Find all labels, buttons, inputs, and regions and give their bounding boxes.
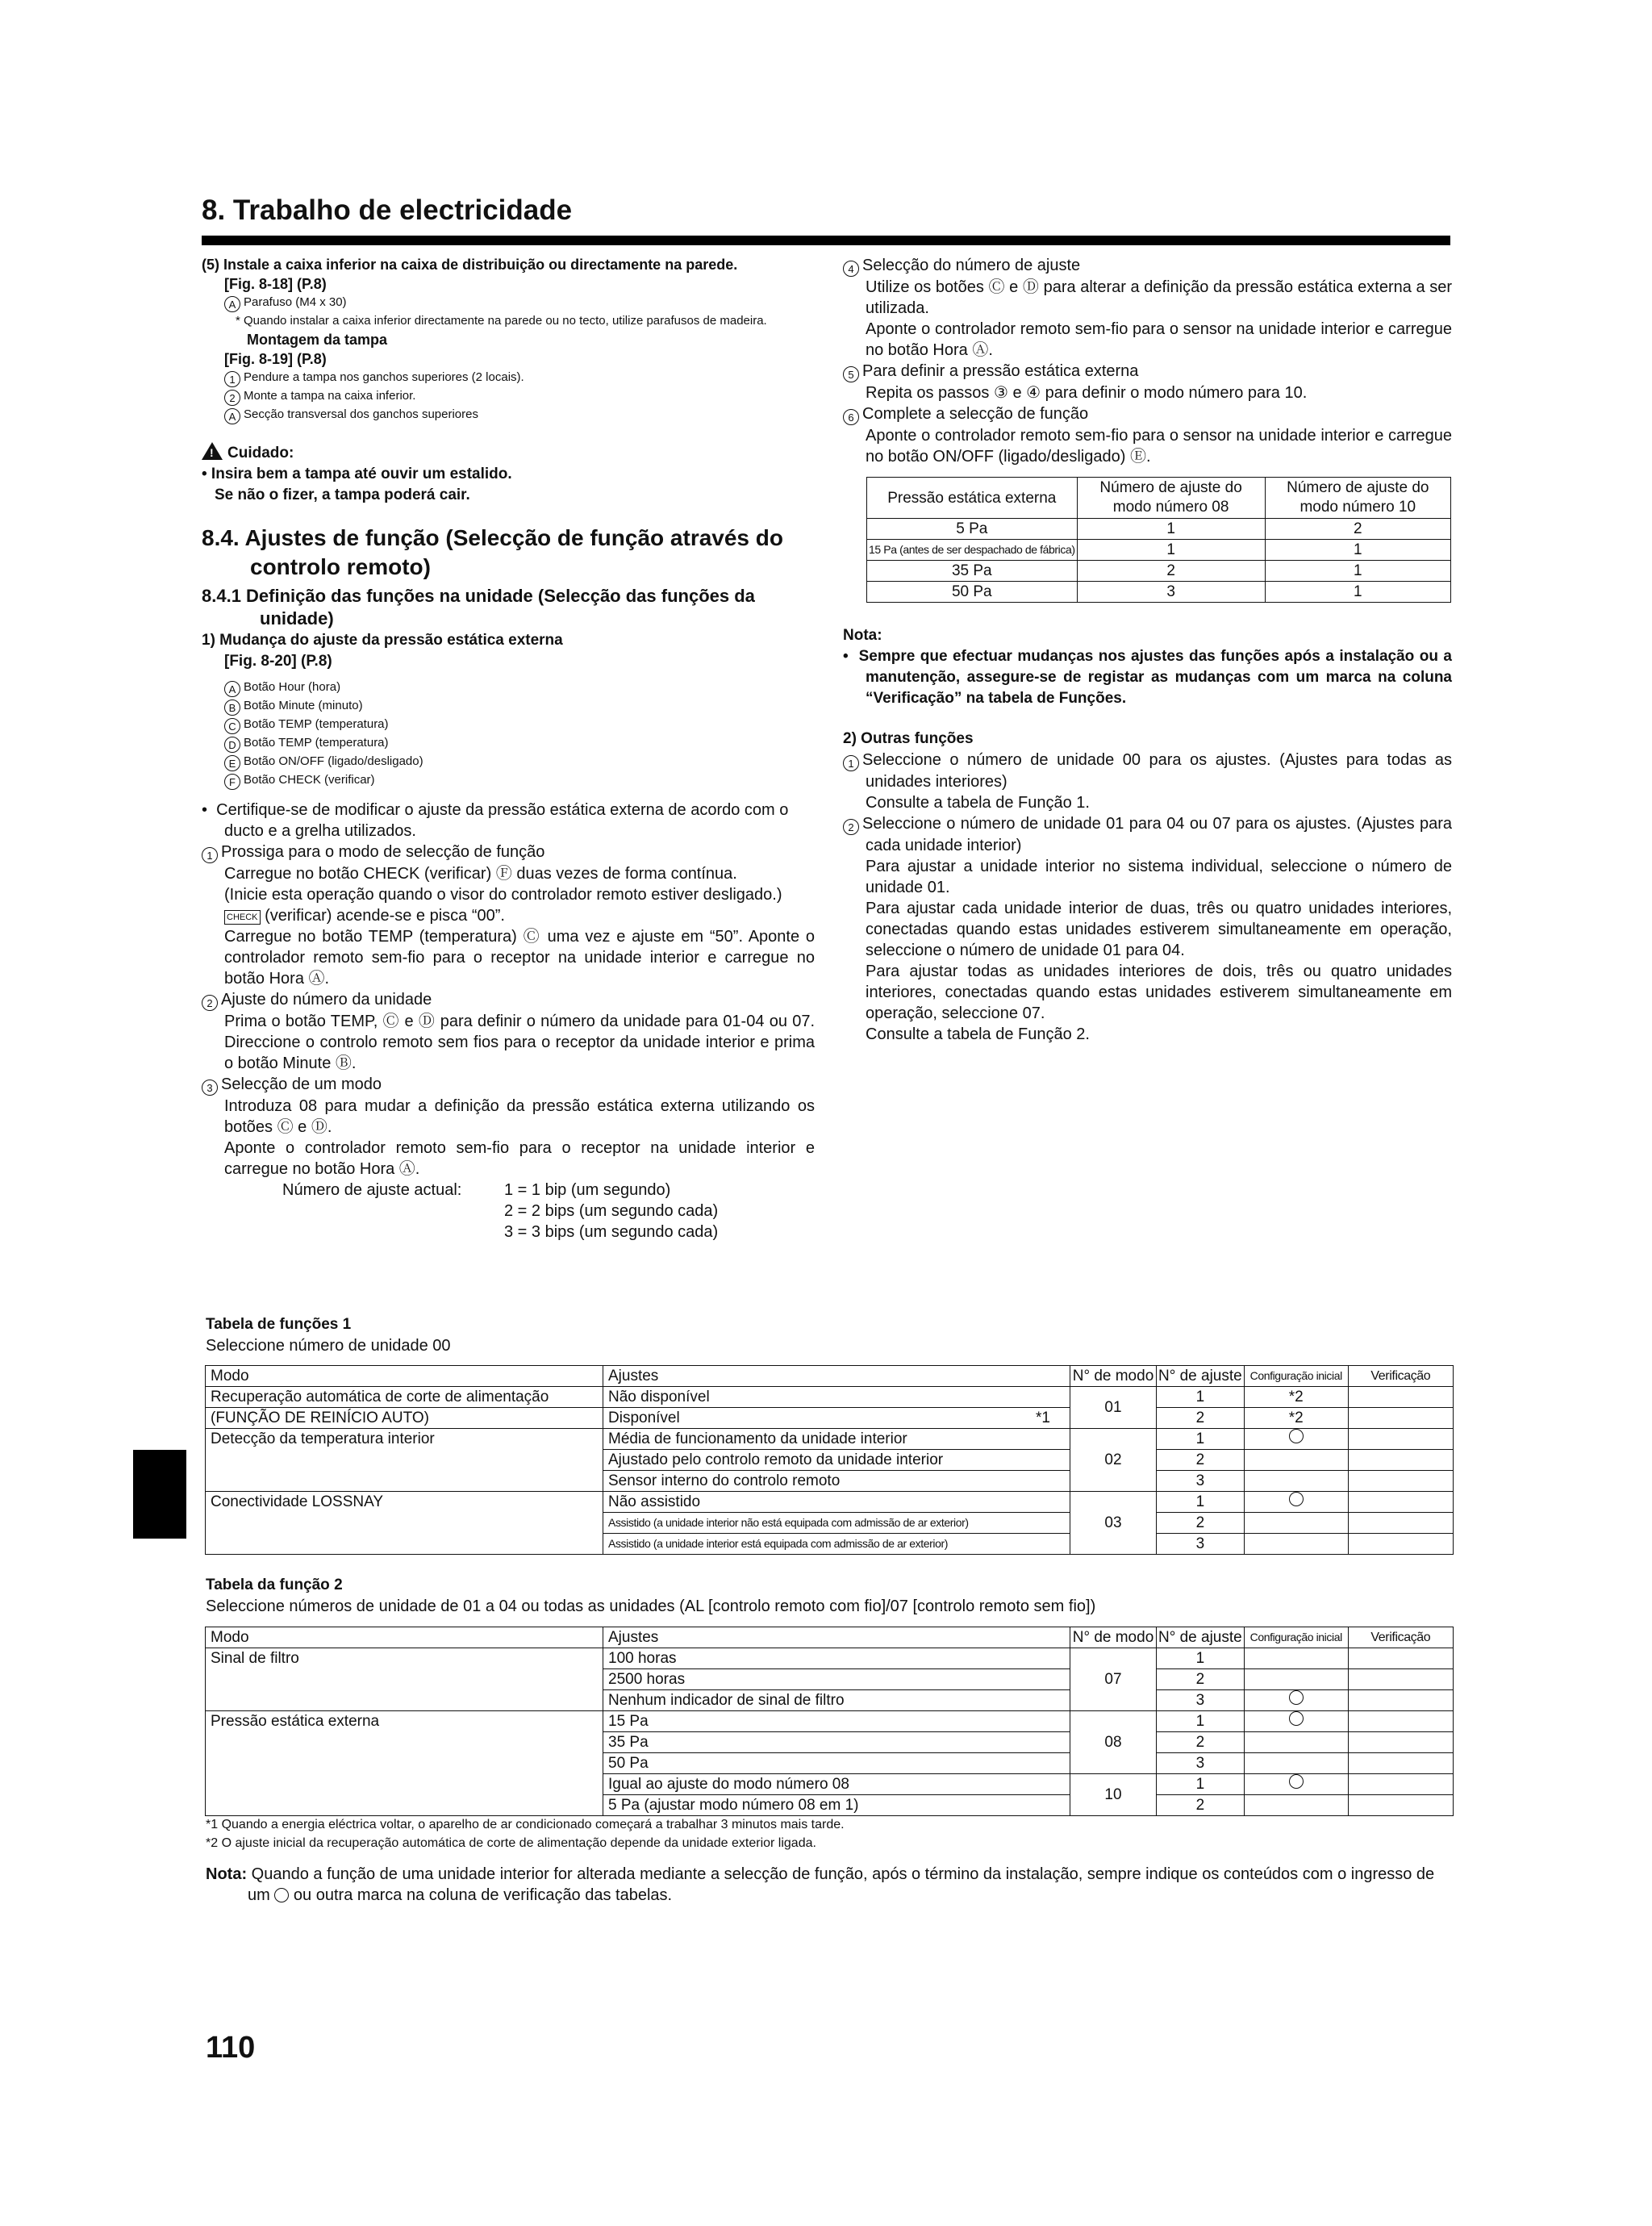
initial-setting-cell [1244, 1690, 1348, 1711]
initial-setting-cell [1244, 1711, 1348, 1732]
table-cell: 2 [1157, 1795, 1245, 1816]
current-label: Número de ajuste actual: [282, 1181, 462, 1199]
table-cell: 02 [1070, 1429, 1157, 1492]
table-cell: 01 [1070, 1387, 1157, 1429]
step1-title: 1 Prossiga para o modo de selecção de função [202, 842, 815, 863]
initial-setting-cell [1244, 1492, 1348, 1513]
table-cell: Recuperação automática de corte de alimentação [206, 1387, 603, 1408]
final-note: Nota: Quando a função de uma unidade interior for alterada mediante a selecção de função, após o término da instalação, sempre indique os conteúdos com o ingresso de um ou outra marca na coluna de verificação das tabelas. [206, 1865, 1435, 1904]
step6-l1: Aponte o controlador remoto sem-fio para o sensor na unidade interior e carregue no botão ON/OFF (ligado/desligado) Ⓔ. [866, 427, 1452, 466]
table-cell: Sensor interno do controlo remoto [603, 1471, 1070, 1492]
table-cell: Média de funcionamento da unidade interior [603, 1429, 1070, 1450]
table2-subtitle: Seleccione números de unidade de 01 a 04 ou todas as unidades (AL [controlo remoto com fio]/07 [controlo remoto sem fio]) [206, 1597, 1096, 1615]
legend-a: A Botão Hour (hora) [202, 679, 815, 697]
table-cell: 3 [1157, 1471, 1245, 1492]
table-cell: 15 Pa [603, 1711, 1070, 1732]
table-row [206, 1387, 1454, 1408]
step5-title: 5 Para definir a pressão estática externa [843, 361, 1452, 382]
table-cell: 1 [1157, 1429, 1245, 1450]
page-number: 110 [206, 2031, 256, 2065]
pressure-table [866, 477, 1451, 603]
table-cell: 3 [1157, 1753, 1245, 1774]
check-cell[interactable] [1348, 1753, 1453, 1774]
cover-a: A Secção transversal dos ganchos superiores [202, 406, 815, 424]
nota-label: Nota: [206, 1865, 248, 1883]
table-row [867, 582, 1451, 603]
header-cell: Verificação [1348, 1627, 1453, 1648]
note-title: Nota: [843, 627, 882, 644]
table-cell: Não assistido [603, 1492, 1070, 1513]
circle-mark-icon [1289, 1492, 1304, 1506]
table-cell [1244, 1450, 1348, 1471]
check-cell[interactable] [1348, 1408, 1453, 1429]
table-cell: Igual ao ajuste do modo número 08 [603, 1774, 1070, 1795]
cover-fig: [Fig. 8-19] (P.8) [224, 351, 327, 367]
check-cell[interactable] [1348, 1387, 1453, 1408]
table-cell: *2 [1244, 1387, 1348, 1408]
table1-title: Tabela de funções 1 [206, 1316, 352, 1333]
step1-l3: CHECK (verificar) acende-se e pisca “00”. [202, 905, 815, 926]
table-cell: 100 horas [603, 1648, 1070, 1669]
check-cell[interactable] [1348, 1513, 1453, 1534]
header-cell: Verificação [1348, 1366, 1453, 1387]
table-cell [1244, 1513, 1348, 1534]
header-cell: Ajustes [603, 1366, 1070, 1387]
other-title: 2) Outras funções [843, 730, 974, 747]
table-cell: 50 Pa [867, 582, 1078, 603]
title-rule [202, 236, 1450, 245]
check-cell[interactable] [1348, 1690, 1453, 1711]
section-841-title-2: unidade) [260, 608, 334, 629]
table-cell [1244, 1732, 1348, 1753]
table-cell: 1 [1077, 519, 1265, 540]
table1-subtitle: Seleccione número de unidade 00 [206, 1337, 451, 1355]
circle-mark-icon [274, 1888, 289, 1902]
table-cell: 5 Pa [867, 519, 1078, 540]
other-2d: Para ajustar todas as unidades interiores de dois, três ou quatro unidades interiores, conectadas quando estas unidades estiverem simultaneamente em operação, seleccione 07. [866, 963, 1452, 1022]
caution-line1: • Insira bem a tampa até ouvir um estalido. [202, 466, 512, 482]
header-cell: N° de modo [1070, 1627, 1157, 1648]
table-cell: 3 [1157, 1690, 1245, 1711]
table-cell: Nenhum indicador de sinal de filtro [603, 1690, 1070, 1711]
table-cell: Pressão estática externa [206, 1711, 603, 1816]
table-cell: 1 [1077, 540, 1265, 561]
header-cell: Pressão estática externa [867, 478, 1078, 519]
item5-a: A Parafuso (M4 x 30) [202, 294, 815, 312]
table2-title: Tabela da função 2 [206, 1577, 343, 1593]
table-cell: 2 [1265, 519, 1450, 540]
table-row [867, 561, 1451, 582]
check-cell[interactable] [1348, 1795, 1453, 1816]
initial-setting-cell [1244, 1429, 1348, 1450]
table-cell: 1 [1265, 540, 1450, 561]
item5-fig: [Fig. 8-18] (P.8) [224, 276, 327, 292]
table-cell: 1 [1265, 561, 1450, 582]
legend-e: E Botão ON/OFF (ligado/desligado) [202, 753, 815, 771]
circle-mark-icon [1289, 1774, 1304, 1789]
beep-table [202, 1180, 815, 1242]
legend-d: D Botão TEMP (temperatura) [202, 734, 815, 753]
table-cell: 07 [1070, 1648, 1157, 1711]
section-841-title: 8.4.1 Definição das funções na unidade (Selecção das funções da [202, 586, 755, 606]
table-cell: 1 [1157, 1387, 1245, 1408]
item1-heading: 1) Mudança do ajuste da pressão estática externa [202, 632, 563, 649]
section-84-title: 8.4. Ajustes de função (Selecção de função através do [202, 525, 783, 550]
table-cell: 3 [1157, 1534, 1245, 1555]
header-cell: Modo [206, 1627, 603, 1648]
right-column-lower [843, 625, 1452, 1045]
step4-l1: Utilize os botões Ⓒ e Ⓓ para alterar a definição da pressão estática externa a ser utilizada. [866, 278, 1452, 317]
table-cell: 2 [1157, 1408, 1245, 1429]
table-cell: 1 [1157, 1711, 1245, 1732]
beep-2: 2 = 2 bips (um segundo cada) [504, 1202, 719, 1220]
beep-3: 3 = 3 bips (um segundo cada) [504, 1223, 719, 1241]
table-cell [1244, 1648, 1348, 1669]
step1-l1: Carregue no botão CHECK (verificar) Ⓕ duas vezes de forma contínua. [224, 865, 737, 883]
caution-title: !Cuidado: [202, 442, 815, 464]
step5-l1: Repita os passos ③ e ④ para definir o modo número para 10. [866, 384, 1308, 402]
check-cell[interactable] [1348, 1669, 1453, 1690]
legend-b: B Botão Minute (minuto) [202, 697, 815, 716]
section-tab-marker [133, 1450, 186, 1539]
table-cell: 1 [1157, 1648, 1245, 1669]
footnote-1: *1 Quando a energia eléctrica voltar, o aparelho de ar condicionado começará a trabalhar 3 minutos mais tarde. [206, 1818, 845, 1831]
nota-text: Quando a função de uma unidade interior for alterada mediante a selecção de função, após o término da instalação, sempre indique os conteúdos com o ingresso de [251, 1865, 1435, 1883]
initial-setting-cell [1244, 1774, 1348, 1795]
cover-2: 2 Monte a tampa na caixa inferior. [202, 387, 815, 406]
table-cell: Disponível *1 [603, 1408, 1070, 1429]
table-cell: 2500 horas [603, 1669, 1070, 1690]
step3-title: 3 Selecção de um modo [202, 1074, 815, 1096]
warning-icon [202, 442, 223, 460]
other-1b: Consulte a tabela de Função 1. [866, 794, 1090, 812]
button-legend [202, 679, 815, 790]
table-cell [1244, 1534, 1348, 1555]
header-cell: Ajustes [603, 1627, 1070, 1648]
check-cell[interactable] [1348, 1774, 1453, 1795]
left-column [202, 255, 815, 1242]
table-cell: Ajustado pelo controlo remoto da unidade interior [603, 1450, 1070, 1471]
check-cell[interactable] [1348, 1492, 1453, 1513]
table-cell: Conectividade LOSSNAY [206, 1492, 603, 1555]
header-cell: Modo [206, 1366, 603, 1387]
header-cell: Número de ajuste do modo número 08 [1077, 478, 1265, 519]
table-cell: 15 Pa (antes de ser despachado de fábrica) [867, 540, 1078, 561]
check-cell[interactable] [1348, 1534, 1453, 1555]
page-title: 8. Trabalho de electricidade [202, 194, 573, 226]
function-table-1 [205, 1365, 1454, 1555]
table-row [206, 1429, 1454, 1450]
other-2e: Consulte a tabela de Função 2. [866, 1025, 1090, 1043]
item1-fig: [Fig. 8-20] (P.8) [224, 653, 332, 670]
check-cell[interactable] [1348, 1429, 1453, 1450]
check-display-icon: CHECK [224, 910, 261, 925]
other-2c: Para ajustar cada unidade interior de duas, três ou quatro unidades interiores, conectadas quando estas unidades estiverem simultaneamente em operação, seleccione o número de unidade 01 para 04. [866, 900, 1452, 959]
table-cell: 1 [1157, 1774, 1245, 1795]
right-column [843, 255, 1452, 467]
letter-a-icon: A [224, 296, 240, 312]
table-cell: 2 [1157, 1513, 1245, 1534]
table-cell [1244, 1795, 1348, 1816]
table-cell: Assistido (a unidade interior não está equipada com admissão de ar exterior) [603, 1513, 1070, 1534]
step2-title: 2 Ajuste do número da unidade [202, 989, 815, 1011]
check-cell[interactable] [1348, 1450, 1453, 1471]
table-cell [1244, 1669, 1348, 1690]
header-cell: Número de ajuste do modo número 10 [1265, 478, 1450, 519]
header-cell: Configuração inicial [1244, 1627, 1348, 1648]
table-row [867, 478, 1451, 519]
circle-mark-icon [1289, 1711, 1304, 1726]
legend-c: C Botão TEMP (temperatura) [202, 716, 815, 734]
caution-line2: Se não o fizer, a tampa poderá cair. [215, 487, 470, 503]
check-cell[interactable] [1348, 1648, 1453, 1669]
table-cell: 2 [1157, 1450, 1245, 1471]
table-row [206, 1492, 1454, 1513]
table-cell: Detecção da temperatura interior [206, 1429, 603, 1492]
legend-f: F Botão CHECK (verificar) [202, 771, 815, 790]
other-2: 2 Seleccione o número de unidade 01 para 04 ou 07 para os ajustes. (Ajustes para cada unidade interior) [843, 813, 1452, 856]
table-cell: Assistido (a unidade interior está equipada com admissão de ar exterior) [603, 1534, 1070, 1555]
step4-title: 4 Selecção do número de ajuste [843, 255, 1452, 277]
table-cell: Sinal de filtro [206, 1648, 603, 1711]
table-cell: (FUNÇÃO DE REINÍCIO AUTO) [206, 1408, 603, 1429]
table-cell: 1 [1157, 1492, 1245, 1513]
cover-1: 1 Pendure a tampa nos ganchos superiores (2 locais). [202, 369, 815, 387]
table-row [206, 1711, 1454, 1732]
table-cell: 2 [1157, 1732, 1245, 1753]
item5-heading: (5) Instale a caixa inferior na caixa de distribuição ou directamente na parede. [202, 257, 738, 273]
footnote-2: *2 O ajuste inicial da recuperação automática de corte de alimentação depende da unidade exterior ligada. [206, 1836, 816, 1850]
step1-l2: (Inicie esta operação quando o visor do controlador remoto estiver desligado.) [224, 886, 782, 904]
header-cell: N° de ajuste [1157, 1366, 1245, 1387]
table-row [867, 519, 1451, 540]
table-row [206, 1408, 1454, 1429]
check-cell[interactable] [1348, 1711, 1453, 1732]
step6-title: 6 Complete a selecção de função [843, 403, 1452, 425]
check-cell[interactable] [1348, 1732, 1453, 1753]
table-cell: *2 [1244, 1408, 1348, 1429]
table-cell: 2 [1077, 561, 1265, 582]
table-cell [1244, 1471, 1348, 1492]
table-cell: 2 [1157, 1669, 1245, 1690]
function-table-2 [205, 1627, 1454, 1816]
step3-l1: Introduza 08 para mudar a definição da pressão estática externa utilizando os botões Ⓒ e Ⓓ. [224, 1097, 815, 1136]
step1-l4: Carregue no botão TEMP (temperatura) Ⓒ uma vez e ajuste em “50”. Aponte o controlador remoto sem-fio para o receptor na unidade interior e carregue no botão Hora Ⓐ. [224, 928, 815, 988]
table-cell: Não disponível [603, 1387, 1070, 1408]
other-1: 1 Seleccione o número de unidade 00 para os ajustes. (Ajustes para todas as unidades interiores) [843, 750, 1452, 792]
note-text: • Sempre que efectuar mudanças nos ajustes das funções após a instalação ou a manutenção, assegure-se de registar as mudanças com um marca na coluna “Verificação” na tabela de Funções. [843, 648, 1452, 707]
step4-l2: Aponte o controlador remoto sem-fio para o sensor na unidade interior e carregue no botão Hora Ⓐ. [866, 320, 1452, 359]
table-row [867, 540, 1451, 561]
table-row [206, 1648, 1454, 1669]
check-cell[interactable] [1348, 1471, 1453, 1492]
cover-heading: Montagem da tampa [247, 332, 388, 348]
table-cell: 5 Pa (ajustar modo número 08 em 1) [603, 1795, 1070, 1816]
other-2b: Para ajustar a unidade interior no sistema individual, seleccione o número de unidade 01. [866, 858, 1452, 896]
table-cell [1244, 1753, 1348, 1774]
table-cell: 50 Pa [603, 1753, 1070, 1774]
header-cell: Configuração inicial [1244, 1366, 1348, 1387]
circle-mark-icon [1289, 1429, 1304, 1443]
table-cell: 1 [1265, 582, 1450, 603]
header-cell: N° de ajuste [1157, 1627, 1245, 1648]
step3-l2: Aponte o controlador remoto sem-fio para o receptor na unidade interior e carregue no botão Hora Ⓐ. [224, 1139, 815, 1178]
item5-note: * Quando instalar a caixa inferior directamente na parede ou no tecto, utilize parafusos de madeira. [236, 314, 767, 328]
beep-1: 1 = 1 bip (um segundo) [504, 1181, 671, 1199]
header-cell: N° de modo [1070, 1366, 1157, 1387]
table-cell: 10 [1070, 1774, 1157, 1816]
table-row [206, 1366, 1454, 1387]
section-84-title-2: controlo remoto) [250, 554, 431, 579]
circle-mark-icon [1289, 1690, 1304, 1705]
bullet-certify: • Certifique-se de modificar o ajuste da pressão estática externa de acordo com o ducto e a grelha utilizados. [202, 801, 789, 840]
table-cell: 08 [1070, 1711, 1157, 1774]
table-cell: 35 Pa [867, 561, 1078, 582]
table-cell: 3 [1077, 582, 1265, 603]
step2-l1: Prima o botão TEMP, Ⓒ e Ⓓ para definir o número da unidade para 01-04 ou 07. Direccione o controlo remoto sem fios para o receptor da unidade interior e prima o botão Minute Ⓑ. [224, 1013, 815, 1072]
table-row [206, 1627, 1454, 1648]
table-cell: 35 Pa [603, 1732, 1070, 1753]
table-cell: 03 [1070, 1492, 1157, 1555]
